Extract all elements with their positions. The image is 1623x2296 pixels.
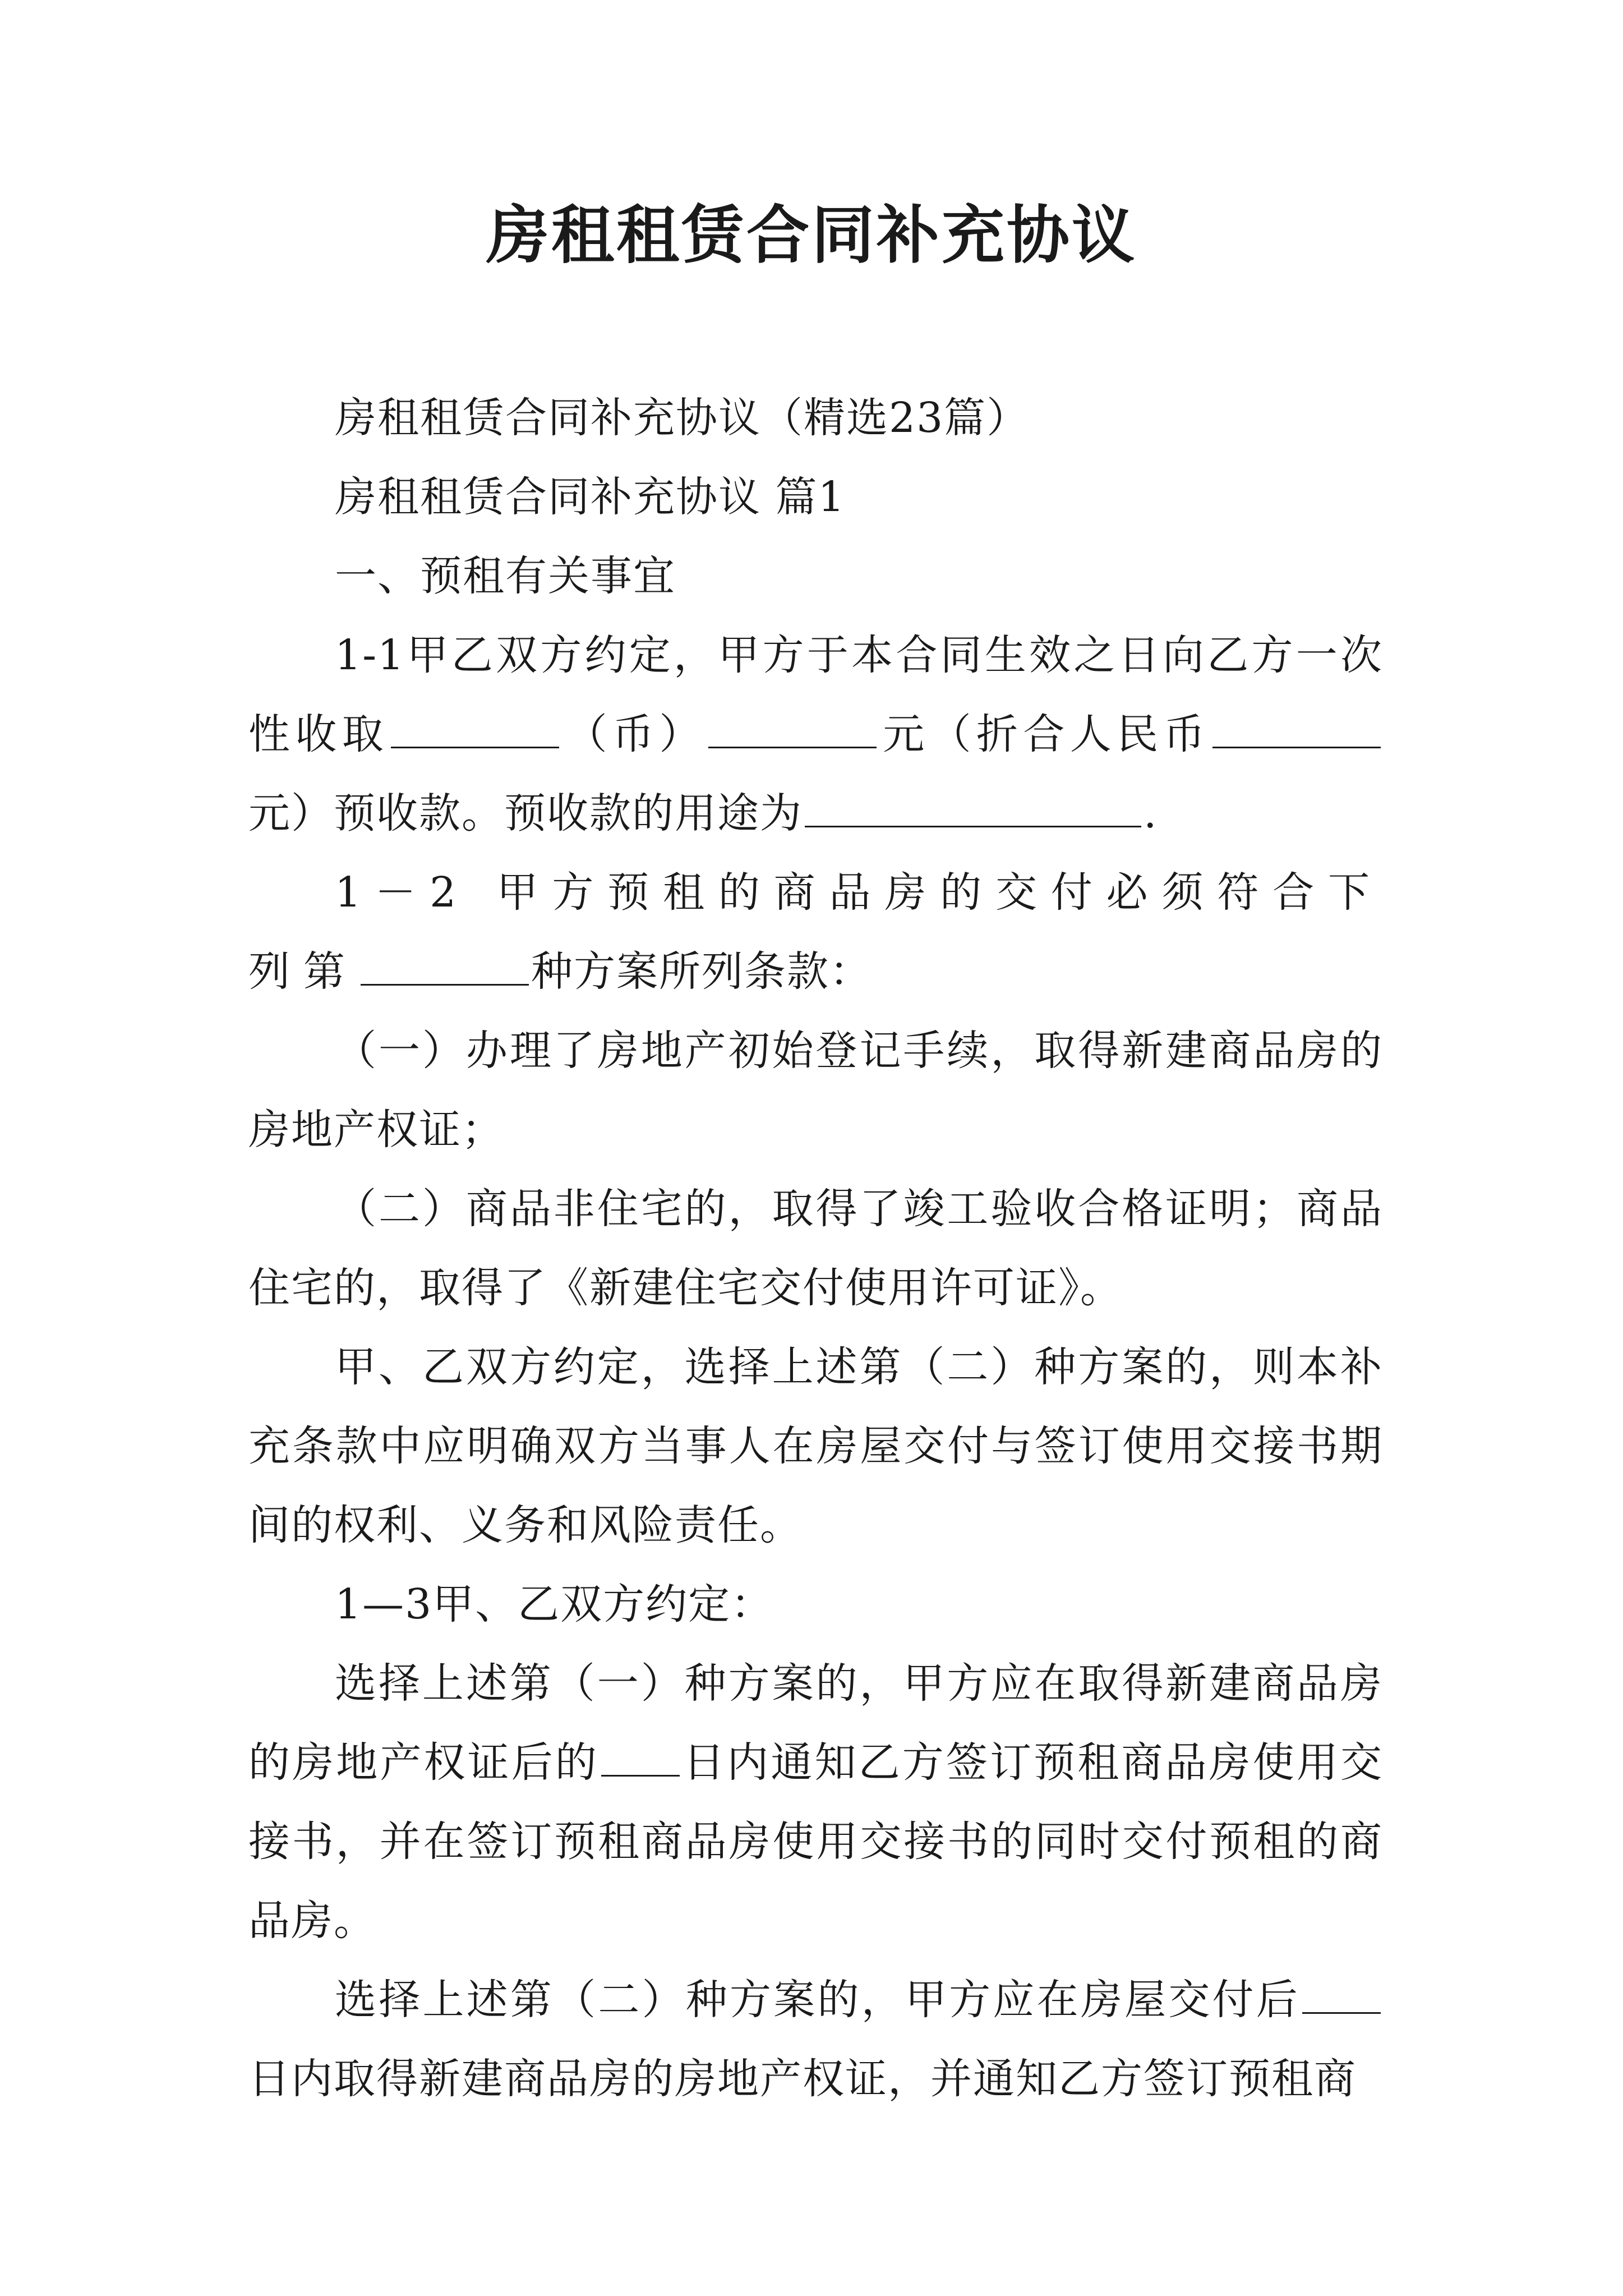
blank-line <box>1302 1973 1381 2014</box>
paragraph-agreement: 甲、乙双方约定，选择上述第（二）种方案的，则本补充条款中应明确双方当事人在房屋交付与签订使用交接书期间的权利、义务和风险责任。 <box>248 1343 1383 1549</box>
paragraph-section-heading: 房租租赁合同补充协议 篇1 <box>335 473 846 521</box>
blank-line <box>708 707 877 748</box>
paragraph-clause-1-1 <box>248 616 1383 853</box>
document-body <box>248 379 1383 2119</box>
paragraph-clause-heading: 一、预租有关事宜 <box>335 552 676 600</box>
paragraph-choice-1 <box>248 1644 1383 1961</box>
blank-line <box>391 707 559 748</box>
text-segment: 元）预收款。预收款的用途为 <box>248 789 803 838</box>
blank-line <box>805 786 1141 827</box>
text-segment: 1－2 甲方预租的商品房的交付必须符合下列第 <box>248 868 1383 996</box>
paragraph-clause-1-3: 1—3甲、乙双方约定： <box>335 1580 774 1628</box>
text-segment: 元（折合人民币 <box>878 710 1211 758</box>
blank-line <box>1212 707 1381 748</box>
text-segment: 种方案所列条款： <box>531 947 872 996</box>
paragraph-clause-1-2 <box>248 853 1383 1011</box>
blank-line <box>601 1736 680 1777</box>
text-segment: 选择上述第（二）种方案的，甲方应在房屋交付后 <box>335 1976 1300 2024</box>
text-segment: 1-1甲乙双方约定，甲方于本合同生效之日向乙方一次性收取 <box>248 631 1383 758</box>
text-segment: （币） <box>561 710 706 758</box>
text-segment: 日内取得新建商品房的房地产权证，并通知乙方签订预租商 <box>248 2055 1357 2103</box>
paragraph-subtitle: 房租租赁合同补充协议（精选23篇） <box>335 394 1030 442</box>
text-segment: 选择上述第（一）种方案的，甲方应在取得新建商品房的房地产权证后的 <box>248 1659 1383 1787</box>
paragraph-choice-2 <box>248 1961 1383 2119</box>
document-title: 房租租赁合同补充协议 <box>486 199 1137 272</box>
text-segment: 日内通知乙方签订预租商品房使用交接书，并在签订预租商品房使用交接书的同时交付预租的商品房。 <box>248 1738 1383 1945</box>
blank-line <box>361 945 529 986</box>
paragraph-option-1: （一）办理了房地产初始登记手续，取得新建商品房的房地产权证； <box>248 1027 1383 1154</box>
paragraph-option-2: （二）商品非住宅的，取得了竣工验收合格证明；商品住宅的，取得了《新建住宅交付使用许可证》。 <box>248 1185 1383 1312</box>
text-segment: . <box>1144 789 1158 838</box>
